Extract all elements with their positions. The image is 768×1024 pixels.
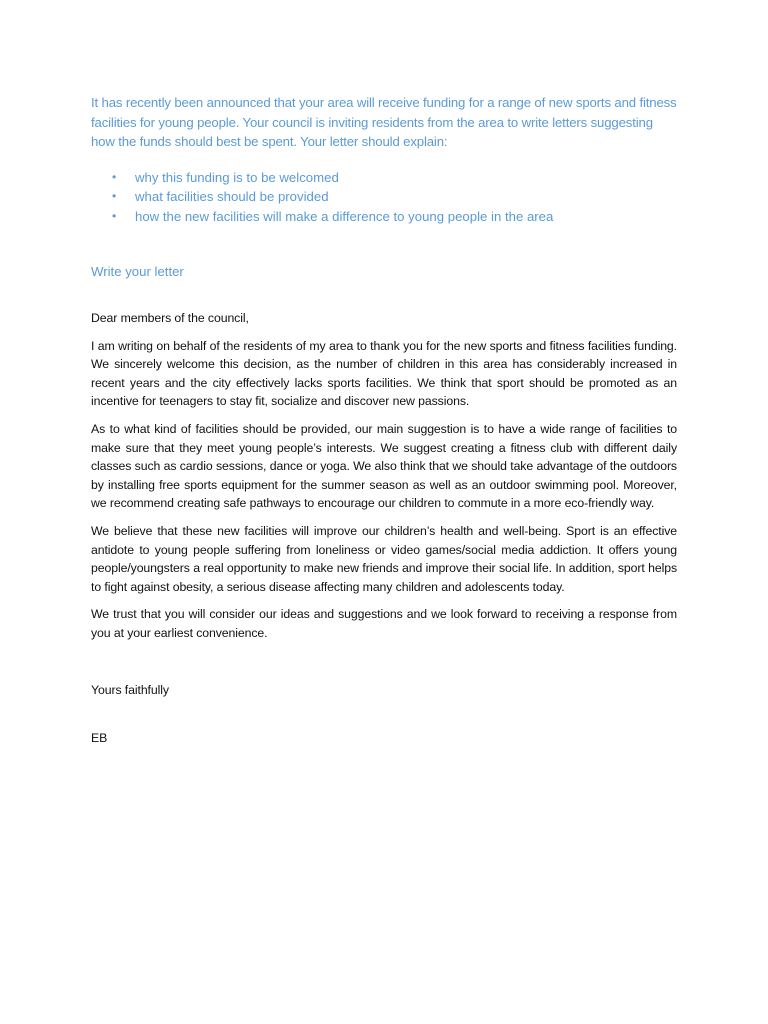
document-page — [91, 93, 677, 748]
letter-paragraph-3: We believe that these new facilities will improve our children’s health and well-being. Sport is an effective antidote to young people suffering from loneliness or video games/social media addiction. It offers young people/youngsters a real opportunity to make new friends and improve their social life. In addition, sport helps to fight against obesity, a serious disease affecting many children and adolescents today. — [91, 523, 677, 594]
task-prompt: It has recently been announced that your area will receive funding for a range of new sports and fitness facilities for young people. Your council is inviting residents from the area to write letters suggesting how the funds should best be spent. Your letter should explain: — [91, 95, 677, 149]
letter-closing: Yours faithfully — [91, 682, 169, 697]
bullet-text: why this funding is to be welcomed — [135, 169, 339, 185]
bullet-item — [91, 187, 677, 207]
letter-signature: EB — [91, 731, 108, 746]
task-bullet-list — [91, 168, 677, 227]
bullet-text: what facilities should be provided — [135, 189, 329, 204]
letter-body — [91, 309, 677, 748]
letter-paragraph-2: As to what kind of facilities should be provided, our main suggestion is to have a wide range of facilities to make sure that they meet young people’s interests. We suggest creating a fitness club with different daily classes such as cardio sessions, dance or yoga. We also think that we should take advantage of the outdoors by installing free sports equipment for the summer season as well as an outdoor swimming pool. Moreover, we recommend creating safe pathways to encourage our children to commute in a more eco-friendly way. — [91, 421, 677, 511]
write-letter-heading: Write your letter — [91, 264, 184, 279]
letter-paragraph-4: We trust that you will consider our ideas and suggestions and we look forward to receiving a response from you at your earliest convenience. — [91, 607, 677, 640]
bullet-dot-icon: • — [112, 189, 117, 203]
bullet-item — [91, 207, 677, 227]
bullet-text: how the new facilities will make a difference to young people in the area — [135, 208, 554, 224]
bullet-item — [91, 168, 677, 188]
letter-salutation: Dear members of the council, — [91, 311, 249, 325]
bullet-dot-icon: • — [112, 169, 117, 184]
letter-paragraph-1: I am writing on behalf of the residents of my area to thank you for the new sports and fitness facilities funding. We sincerely welcome this decision, as the number of children in this area has considerably increased in recent years and the city effectively lacks sports facilities. We think that sport should be promoted as an incentive for teenagers to stay fit, socialize and discover new passions. — [91, 338, 677, 409]
bullet-dot-icon: • — [112, 208, 117, 223]
